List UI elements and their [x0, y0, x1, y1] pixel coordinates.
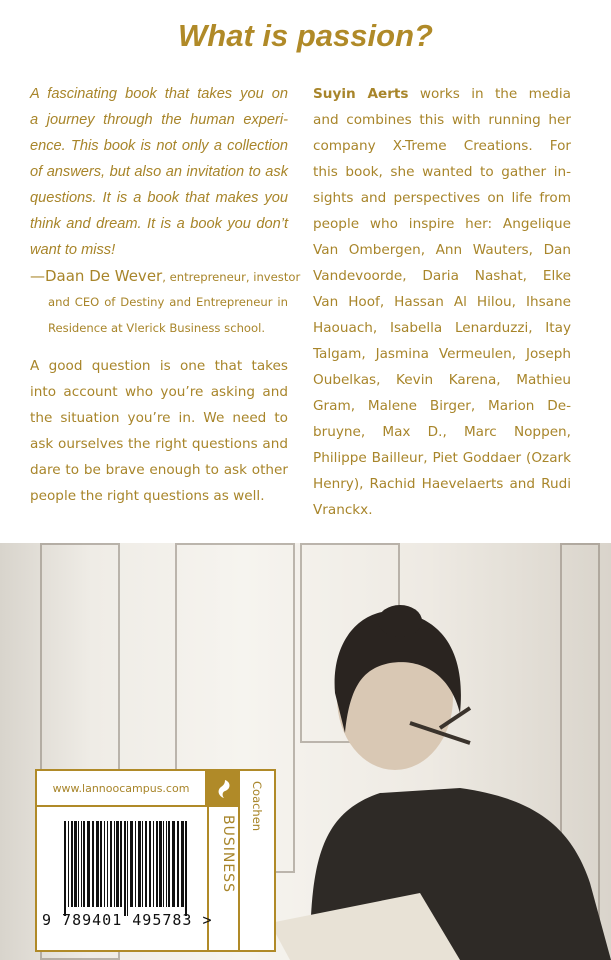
- text-line: Vandevoorde, Daria Nashat, Elke: [313, 268, 571, 284]
- text-line: ence. This book is not only a collection: [30, 138, 288, 154]
- quote-attribution: [30, 263, 301, 341]
- text-line: Philippe Bailleur, Piet Goddaer (Ozark: [313, 450, 571, 466]
- barcode-bar: [153, 821, 154, 907]
- barcode-bar: [177, 821, 179, 907]
- text-line: Gram, Malene Birger, Marion De-: [313, 398, 571, 414]
- page-title: What is passion?: [178, 18, 433, 53]
- text-line: sights and perspectives on life from: [313, 190, 571, 206]
- text-line: bruyne, Max D., Marc Noppen,: [313, 424, 571, 440]
- author-name: Suyin Aerts: [313, 86, 409, 102]
- barcode-bar: [149, 821, 151, 907]
- text-line: want to miss!: [30, 242, 116, 258]
- barcode-bar: [100, 821, 102, 907]
- text-line: Talgam, Jasmina Vermeulen, Joseph: [313, 346, 571, 362]
- attribution-name: Daan De Wever: [45, 267, 163, 285]
- text-line: questions. It is a book that makes you: [30, 190, 288, 206]
- text-line: and combines this with running her: [313, 112, 571, 128]
- barcode-bar: [163, 821, 164, 907]
- text-line: A good question is one that takes: [30, 358, 288, 374]
- barcode-bar: [64, 821, 66, 916]
- subcategory-strip: [240, 771, 274, 952]
- barcode-bar: [185, 821, 187, 916]
- barcode-bar: [138, 821, 141, 907]
- text-line: a journey through the human experi-: [30, 112, 288, 128]
- barcode-bar: [145, 821, 147, 907]
- barcode-bar: [120, 821, 122, 907]
- barcode-bar: [168, 821, 170, 907]
- text-line: A fascinating book that takes you on: [30, 86, 288, 102]
- barcode-bar: [104, 821, 105, 907]
- barcode-bar: [83, 821, 85, 907]
- barcode-bar: [92, 821, 94, 907]
- barcode-bar: [142, 821, 143, 907]
- barcode: [64, 821, 188, 916]
- text-line: think and dream. It is a book you don’t: [30, 216, 288, 232]
- barcode-bar: [130, 821, 133, 907]
- text-line: Vranckx.: [313, 502, 373, 518]
- attribution-line: Residence at Vlerick Business school.: [48, 321, 266, 335]
- barcode-bar: [74, 821, 77, 907]
- text-line: dare to be brave enough to ask other: [30, 462, 288, 478]
- barcode-bar: [78, 821, 79, 907]
- text-line: Haouach, Isabella Lenarduzzi, Itay: [313, 320, 571, 336]
- attribution-role: , entrepreneur, investor: [162, 270, 301, 284]
- barcode-bar: [96, 821, 99, 907]
- category-strip: [207, 807, 240, 952]
- barcode-bar: [110, 821, 112, 907]
- text-line: into account who you’re asking and: [30, 384, 288, 400]
- barcode-bar: [81, 821, 82, 907]
- quote-column: [30, 81, 301, 341]
- barcode-bar: [166, 821, 167, 907]
- text-line: Van Hoof, Hassan Al Hilou, Ihsane: [313, 294, 571, 310]
- category-label: BUSINESS: [220, 815, 236, 893]
- intro-paragraph: [30, 353, 288, 509]
- barcode-bar: [116, 821, 119, 907]
- barcode-bar: [127, 821, 128, 916]
- barcode-bar: [87, 821, 90, 907]
- publisher-url[interactable]: www.lannoocampus.com: [37, 771, 207, 807]
- blurb-quote: [30, 81, 288, 263]
- text-line: ask ourselves the right questions and: [30, 436, 288, 452]
- text-line: company X-Treme Creations. For: [313, 138, 571, 154]
- barcode-bar: [181, 821, 184, 907]
- author-bio: [313, 81, 571, 523]
- text-line: Van Ombergen, Ann Wauters, Dan: [313, 242, 571, 258]
- bio-line: works in the media: [408, 86, 571, 102]
- barcode-bar: [107, 821, 108, 907]
- barcode-bar: [156, 821, 158, 907]
- dash: —: [30, 267, 45, 285]
- text-line: people the right questions as well.: [30, 488, 265, 504]
- barcode-bar: [135, 821, 136, 907]
- barcode-bar: [68, 821, 69, 907]
- isbn-number: 9 789401 495783 >: [42, 911, 213, 929]
- text-line: Oubelkas, Kevin Karena, Mathieu: [313, 372, 571, 388]
- attribution-line: and CEO of Destiny and Entrepreneur in: [48, 295, 288, 309]
- barcode-label: [35, 769, 276, 952]
- woman-illustration: [270, 603, 611, 960]
- subcategory-label: Coachen: [250, 781, 264, 832]
- text-line: Henry), Rachid Haevelaerts and Rudi: [313, 476, 571, 492]
- barcode-bar: [159, 821, 162, 907]
- text-line: this book, she wanted to gather in-: [313, 164, 571, 180]
- text-line: the situation you’re in. We need to: [30, 410, 288, 426]
- barcode-bar: [124, 821, 126, 916]
- text-line: of answers, but also an invitation to ask: [30, 164, 288, 180]
- barcode-bar: [172, 821, 175, 907]
- barcode-bar: [114, 821, 115, 907]
- text-line: people who inspire her: Angelique: [313, 216, 571, 232]
- barcode-bar: [71, 821, 73, 907]
- publisher-logo-icon: [207, 771, 240, 807]
